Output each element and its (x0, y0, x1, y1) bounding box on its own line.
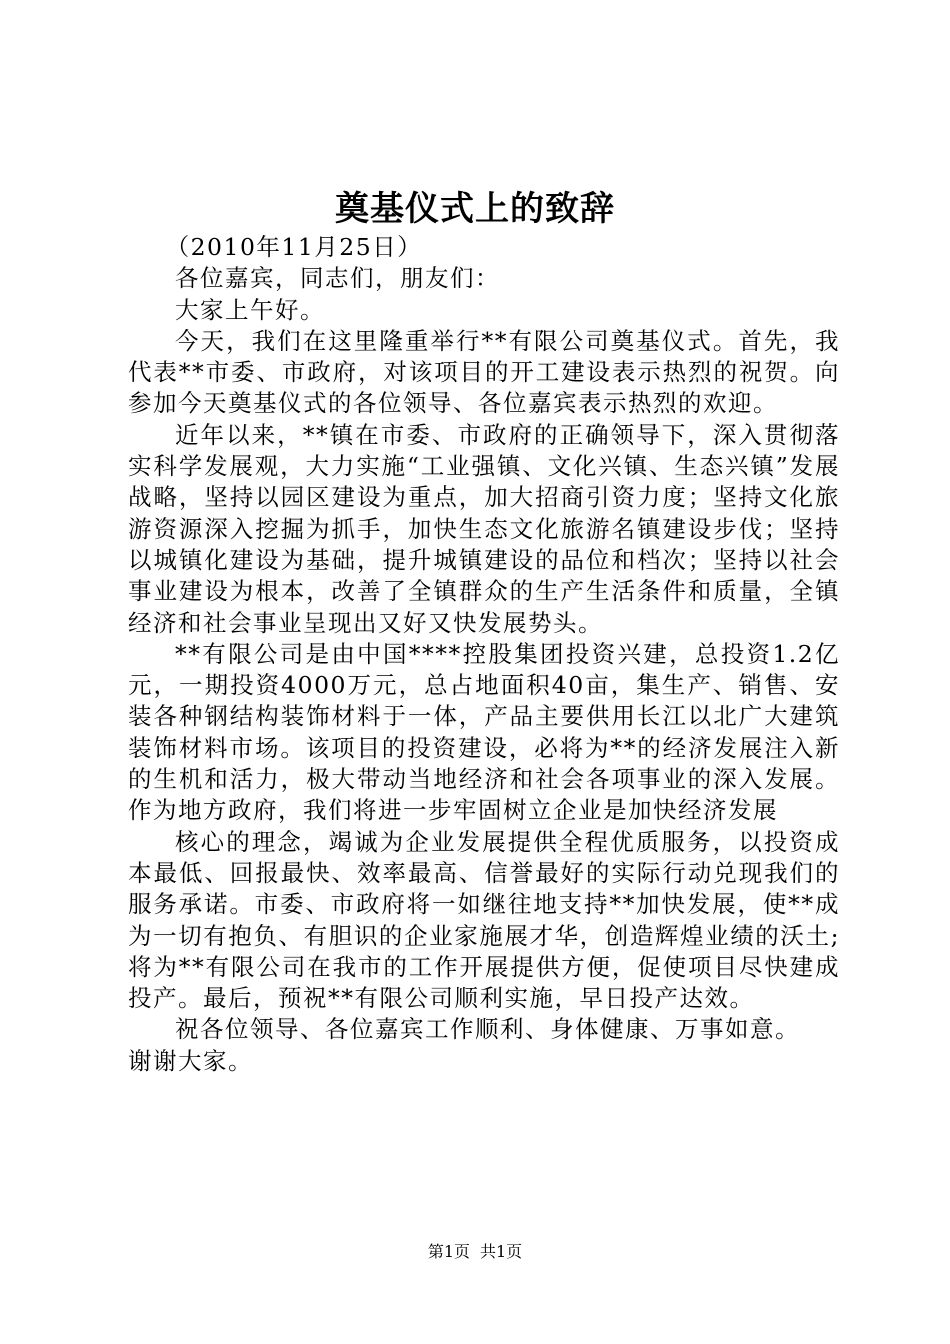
speech-date: （2010年11月25日） (165, 233, 423, 261)
closing-thanks: 谢谢大家。 (128, 1046, 253, 1075)
paragraph-wishes: 祝各位领导、各位嘉宾工作顺利、身体健康、万事如意。 (175, 1015, 800, 1044)
salutation: 各位嘉宾，同志们，朋友们： (175, 264, 500, 293)
paragraph-opening: 今天，我们在这里隆重举行**有限公司奠基仪式。首先，我代表**市委、市政府，对该项目的开工建设表示热烈的祝贺。向参加今天奠基仪式的各位领导、各位嘉宾表示热烈的欢迎。 (128, 326, 840, 418)
page-footer (0, 1240, 950, 1264)
document-title: 奠基仪式上的致辞 (335, 189, 615, 229)
paragraph-company-intro: **有限公司是由中国****控股集团投资兴建，总投资1.2亿元，一期投资4000万元，总占地面积40亩，集生产、销售、安装各种钢结构装饰材料于一体，产品主要供用长江以北广大建筑装饰材料市场。该项目的投资建设，必将为**的经济发展注入新的生机和活力，极大带动当地经济和社会各项事业的深入发展。作为地方政府，我们将进一步牢固树立企业是加快经济发展 (128, 639, 840, 825)
paragraph-government-support: 核心的理念，竭诚为企业发展提供全程优质服务，以投资成本最低、回报最快、效率最高、信誉最好的实际行动兑现我们的服务承诺。市委、市政府将一如继往地支持**加快发展，使**成为一切有抱负、有胆识的企业家施展才华，创造辉煌业绩的沃土;将为**有限公司在我市的工作开展提供方便，促使项目尽快建成投产。最后，预祝**有限公司顺利实施，早日投产达效。 (128, 827, 840, 1013)
greeting: 大家上午好。 (175, 295, 325, 324)
document-body (128, 232, 840, 1077)
page-number: 第1页 (427, 1242, 470, 1261)
paragraph-town-development: 近年以来，**镇在市委、市政府的正确领导下，深入贯彻落实科学发展观，大力实施“工业强镇、文化兴镇、生态兴镇”发展战略，坚持以园区建设为重点，加大招商引资力度；坚持文化旅游资源深入挖掘为抓手，加快生态文化旅游名镇建设步伐；坚持以城镇化建设为基础，提升城镇建设的品位和档次；坚持以社会事业建设为根本，改善了全镇群众的生产生活条件和质量，全镇经济和社会事业呈现出又好又快发展势头。 (128, 420, 840, 637)
page-total: 共1页 (480, 1242, 523, 1261)
